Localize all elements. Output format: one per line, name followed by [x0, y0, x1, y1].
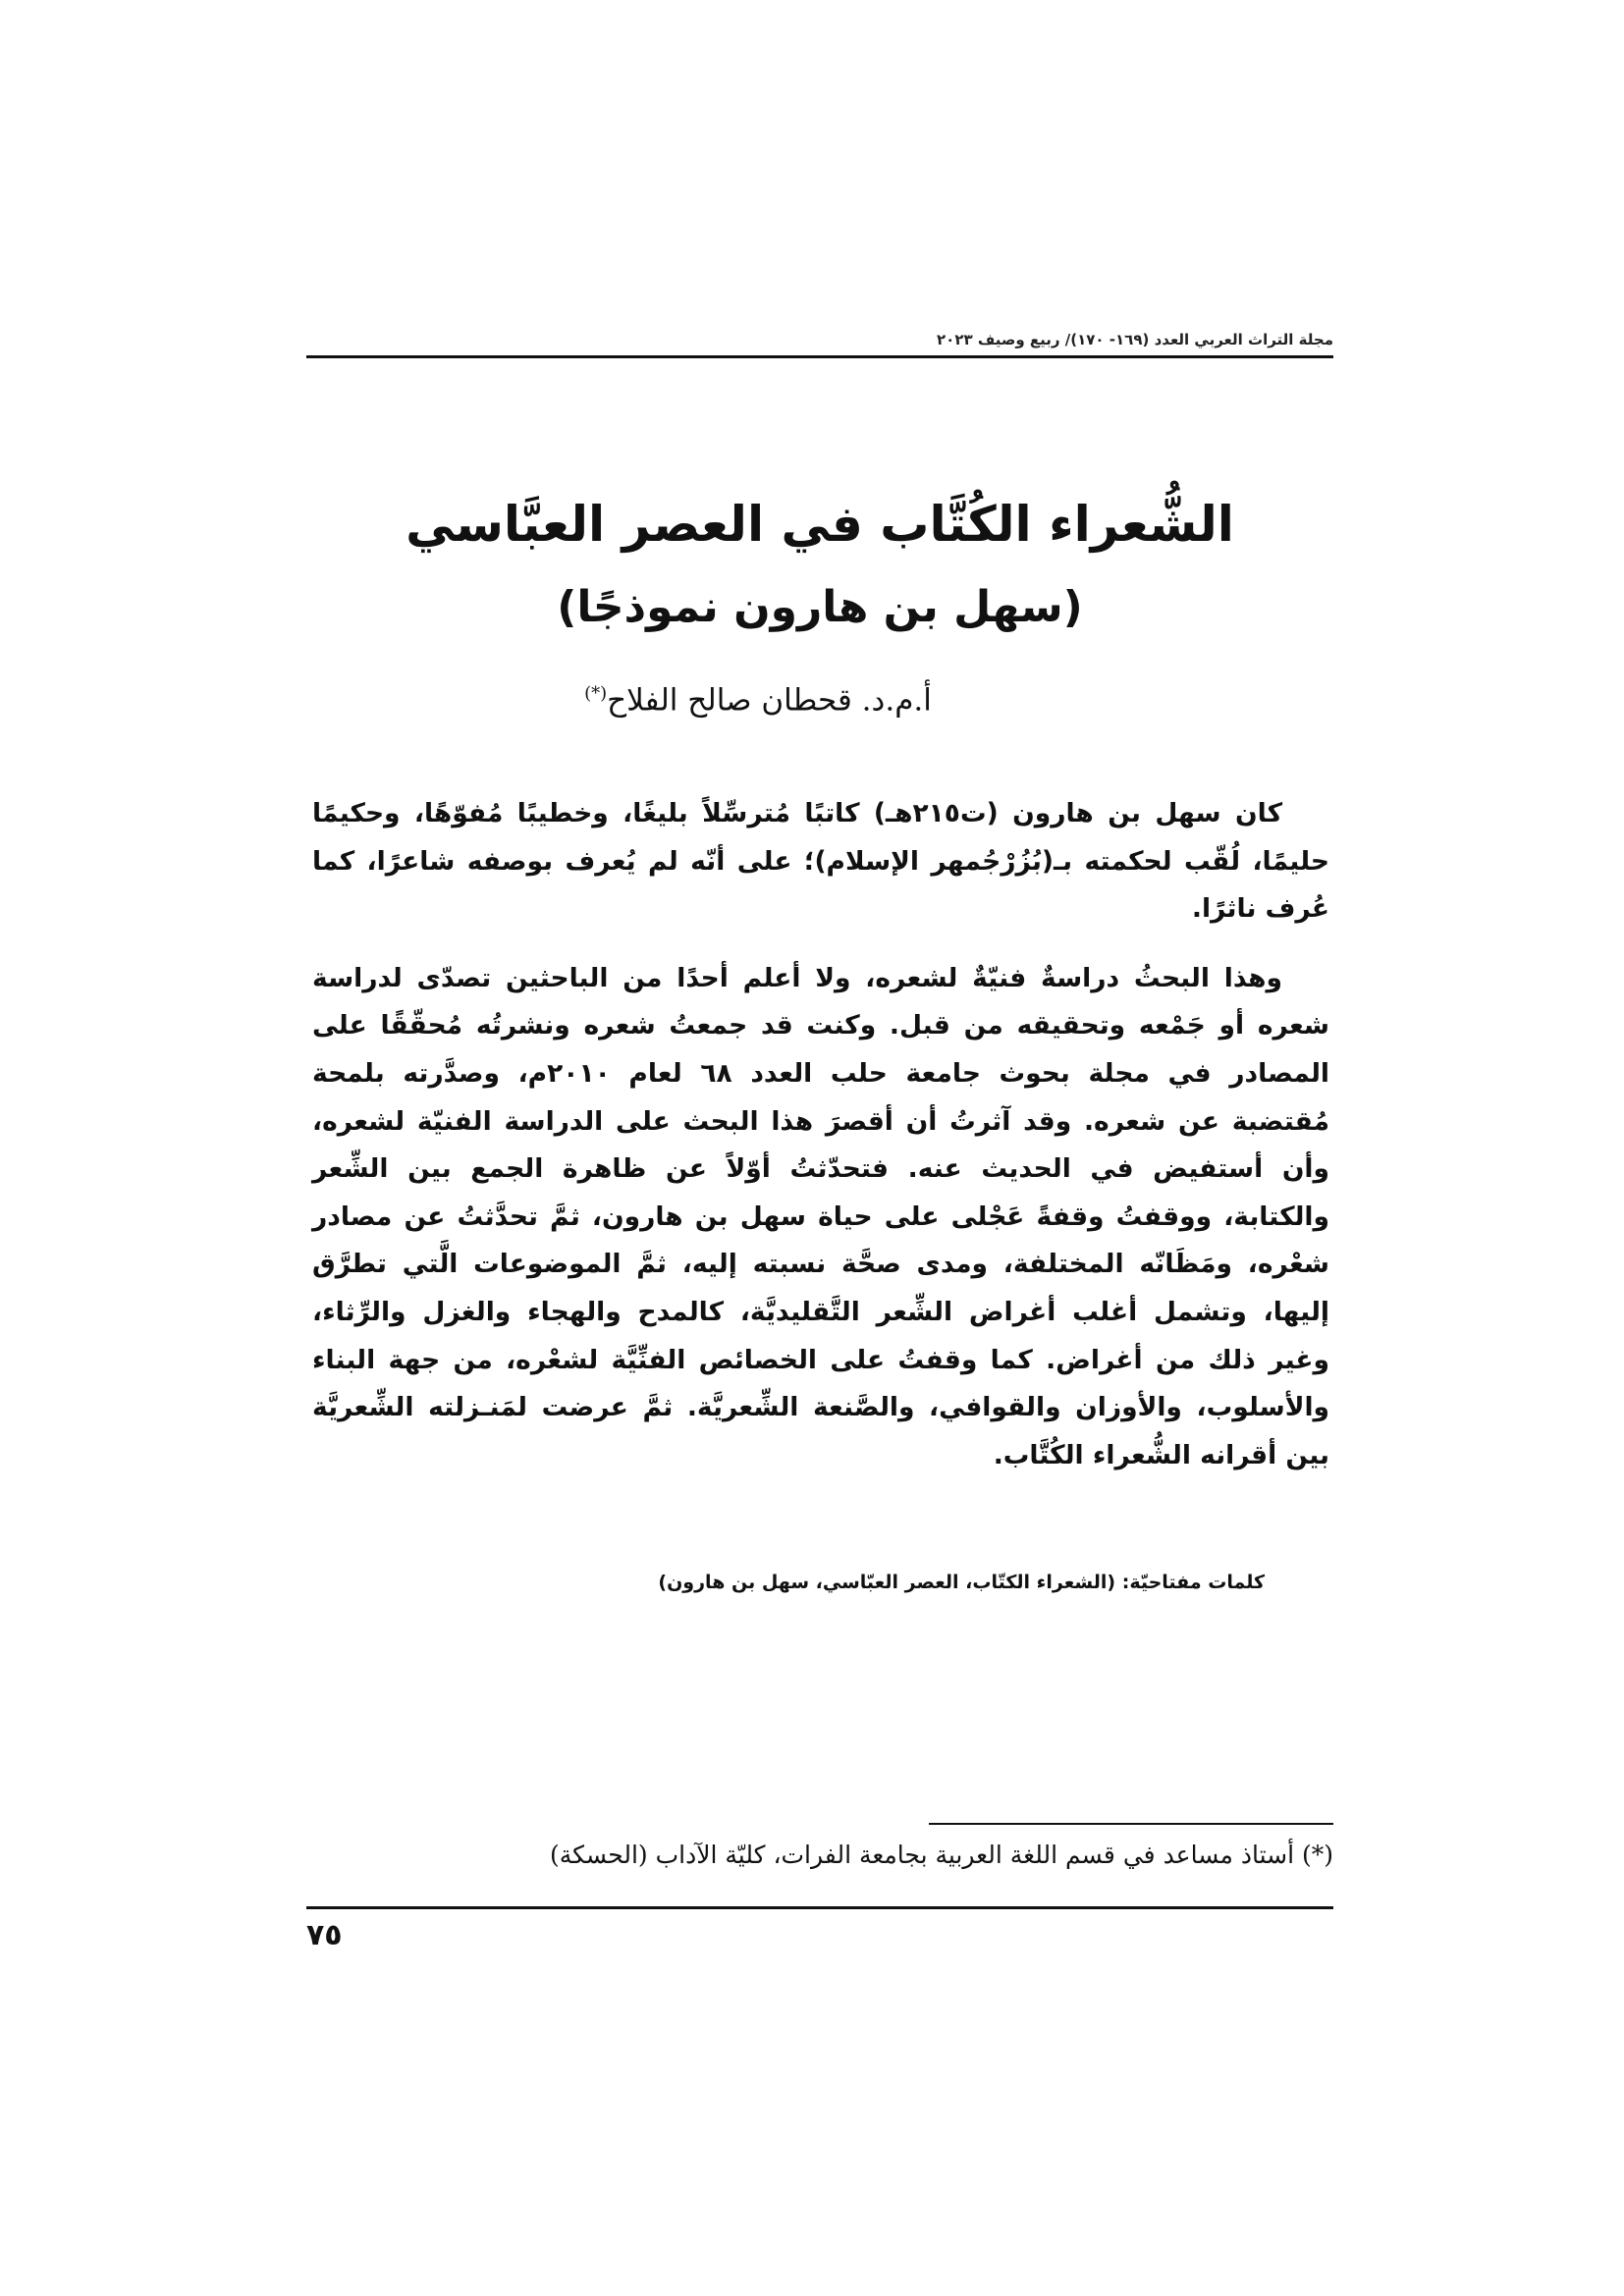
author-name: أ.م.د. قحطان صالح الفلاح — [607, 682, 932, 719]
footnote-divider — [929, 1823, 1333, 1825]
footer-divider — [306, 1906, 1333, 1909]
abstract-paragraph-1: كان سهل بن هارون (ت٢١٥هـ) كاتبًا مُترسِّلاً بليغًا، وخطيبًا مُفوّهًا، وحكيمًا حليمًا، لُقّب لحكمته بـ(بُزُرْجُمهر الإسلام)؛ على أنّه لم يُعرف بوصفه شاعرًا، كما عُرف ناثرًا. — [312, 798, 1329, 925]
abstract-paragraph-2: وهذا البحثُ دراسةٌ فنيّةٌ لشعره، ولا أعلم أحدًا من الباحثين تصدّى لدراسة شعره أو جَمْعه وتحقيقه من قبل. وكنت قد جمعتُ شعره ونشرتُه مُحقّقًا على المصادر في مجلة بحوث جامعة حلب العدد ٦٨ لعام ٢٠١٠م، وصدَّرته بلمحة مُقتضبة عن شعره. وقد آثرتُ أن أقصرَ هذا البحث على الدراسة الفنيّة لشعره، وأن أستفيض في الحديث عنه. فتحدّثتُ أوّلاً عن ظاهرة الجمع بين الشِّعر والكتابة، ووقفتُ وقفةً عَجْلى على حياة سهل بن هارون، ثمَّ تحدَّثتُ عن مصادر شعْره، ومَظَانّه المختلفة، ومدى صحَّة نسبته إليه، ثمَّ الموضوعات الَّتي تطرَّق إليها، وتشمل أغلب أغراض الشِّعر التَّقليديَّة، كالمدح والهجاء والغزل والرِّثاء، وغير ذلك من أغراض. كما وقفتُ على الخصائص الفنِّيَّة لشعْره، من جهة البناء والأسلوب، والأوزان والقوافي، والصَّنعة الشِّعريَّة. ثمَّ عرضت لمَنـزلته الشِّعريَّة بين أقرانه الشُّعراء الكُتَّاب. — [312, 962, 1329, 1470]
running-header: مجلة التراث العربي العدد (١٦٩- ١٧٠)/ ربيع وصيف ٢٠٢٣ — [937, 331, 1333, 348]
article-subtitle: (سهل بن هارون نموذجًا) — [557, 582, 1083, 632]
footnote: (*) أستاذ مساعد في قسم اللغة العربية بجامعة الفرات، كليّة الآداب (الحسكة) — [549, 1841, 1333, 1869]
author-block — [584, 670, 932, 723]
keywords: كلمات مفتاحيّة: (الشعراء الكتّاب، العصر العبّاسي، سهل بن هارون) — [658, 1572, 1265, 1593]
article-title: الشُّعراء الكُتَّاب في العصر العبَّاسي — [406, 496, 1234, 553]
abstract — [312, 790, 1329, 1479]
header-divider — [306, 355, 1333, 358]
page-number: ٧٥ — [306, 1918, 343, 1952]
author-line — [306, 670, 1327, 723]
author-footnote-marker: (*) — [584, 683, 608, 704]
